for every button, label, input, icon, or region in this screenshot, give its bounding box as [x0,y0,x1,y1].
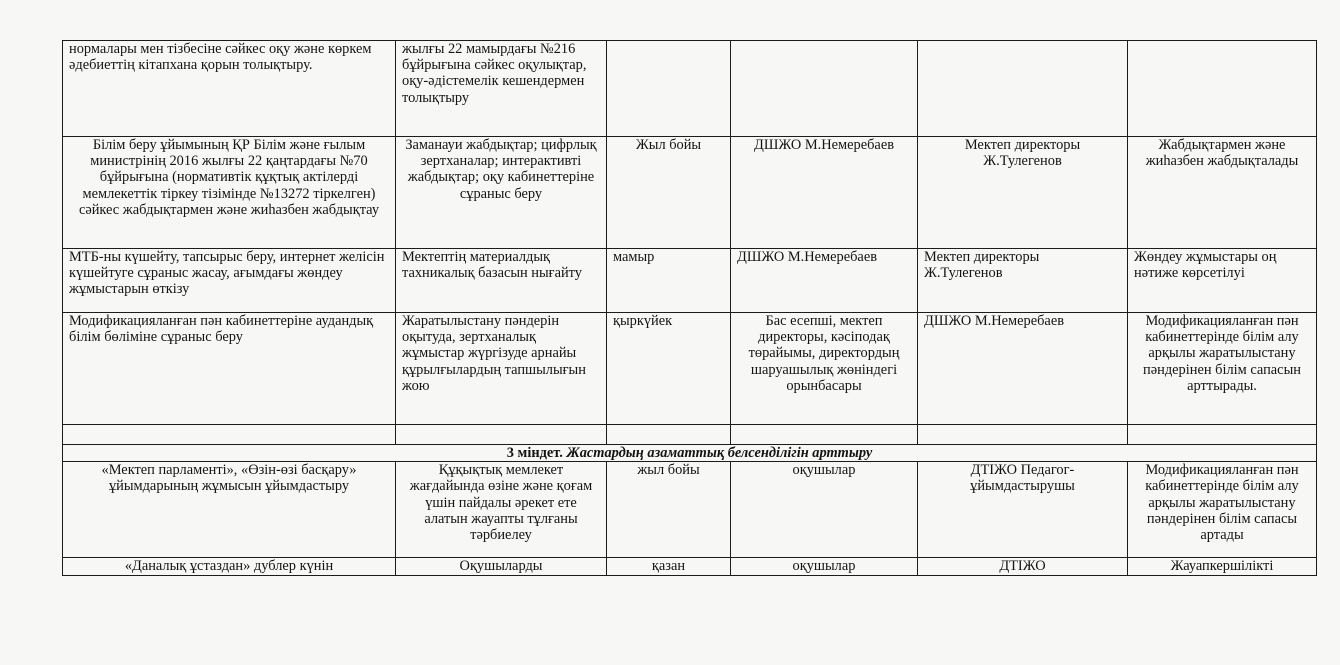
section-number: 3 міндет. [506,445,563,461]
deadline-cell: жыл бойы [607,462,731,558]
section-title: Жастардың азаматтық белсенділігін арттыру [566,445,873,461]
responsible-cell: Бас есепші, мектеп директоры, кәсіподақ төрайымы, директордың шаруашылық жөніндегі орынбасары [731,313,918,425]
responsible-cell: оқушылар [731,558,918,576]
responsible-cell: ДШЖО М.Немеребаев [731,137,918,249]
table-row [63,249,1317,313]
section-header-row [63,445,1317,462]
purpose-cell: жылғы 22 мамырдағы №216 бұйрығына сәйкес оқулықтар, оқу-әдістемелік кешендермен толықтыру [396,41,607,137]
control-cell: Мектеп директоры Ж.Тулегенов [918,137,1128,249]
result-cell: Модификацияланған пән кабинеттерінде білім алу арқылы жаратылыстану пәндерінен білім сапасын арттырады. [1128,313,1317,425]
purpose-cell: Жаратылыстану пәндерін оқытуда, зертханалық жұмыстар жүргізуде арнайы құрылғылардың тапшылығын жою [396,313,607,425]
table-row [63,462,1317,558]
result-cell: Модификацияланған пән кабинеттерінде білім алу арқылы жаратылыстану пәндерінен білім сапасы артады [1128,462,1317,558]
responsible-cell [731,425,918,445]
purpose-cell: Мектептің материалдық тахникалық базасын нығайту [396,249,607,313]
measure-cell: Модификацияланған пән кабинеттеріне аудандық білім бөліміне сұраныс беру [63,313,396,425]
deadline-cell [607,425,731,445]
control-cell: ДТІЖО Педагог-ұйымдастырушы [918,462,1128,558]
deadline-cell: мамыр [607,249,731,313]
deadline-cell: қыркүйек [607,313,731,425]
purpose-cell: Құқықтық мемлекет жағдайында өзіне және қоғам үшін пайдалы әрекет ете алатын жауапты тұлғаны тәрбиелеу [396,462,607,558]
control-cell: ДШЖО М.Немеребаев [918,313,1128,425]
measure-cell: «Даналық ұстаздан» дублер күнін [63,558,396,576]
table-row [63,41,1317,137]
control-cell: Мектеп директоры Ж.Тулегенов [918,249,1128,313]
table-row [63,313,1317,425]
deadline-cell: қазан [607,558,731,576]
measure-cell: «Мектеп парламенті», «Өзін-өзі басқару» ұйымдарының жұмысын ұйымдастыру [63,462,396,558]
purpose-cell: Заманауи жабдықтар; цифрлық зертханалар; интерактивті жабдықтар; оқу кабинеттеріне сұраныс беру [396,137,607,249]
result-cell [1128,41,1317,137]
control-cell [918,425,1128,445]
result-cell: Жөндеу жұмыстары оң нәтиже көрсетілуі [1128,249,1317,313]
deadline-cell: Жыл бойы [607,137,731,249]
result-cell: Жабдықтармен және жиһазбен жабдықталады [1128,137,1317,249]
measure-cell: нормалары мен тізбесіне сәйкес оқу және көркем әдебиеттің кітапхана қорын толықтыру. [63,41,396,137]
responsible-cell [731,41,918,137]
measure-cell [63,425,396,445]
measure-cell: МТБ-ны күшейту, тапсырыс беру, интернет желісін күшейтуге сұраныс жасау, ағымдағы жөндеу жұмыстарын өткізу [63,249,396,313]
deadline-cell [607,41,731,137]
action-plan-table [62,40,1317,576]
table-row [63,558,1317,576]
result-cell [1128,425,1317,445]
control-cell: ДТІЖО [918,558,1128,576]
section-heading [63,445,1317,462]
responsible-cell: оқушылар [731,462,918,558]
purpose-cell: Оқушыларды [396,558,607,576]
control-cell [918,41,1128,137]
table-row [63,137,1317,249]
measure-cell: Білім беру ұйымының ҚР Білім және ғылым министрінің 2016 жылғы 22 қаңтардағы №70 бұйрығына (нормативтік құқтық актілерді мемлекеттік тіркеу тізімінде №13272 тіркелген) сәйкес жабдықтармен және жиһазбен жабдықтау [63,137,396,249]
responsible-cell: ДШЖО М.Немеребаев [731,249,918,313]
result-cell: Жауапкершілікті [1128,558,1317,576]
table-row [63,425,1317,445]
purpose-cell [396,425,607,445]
